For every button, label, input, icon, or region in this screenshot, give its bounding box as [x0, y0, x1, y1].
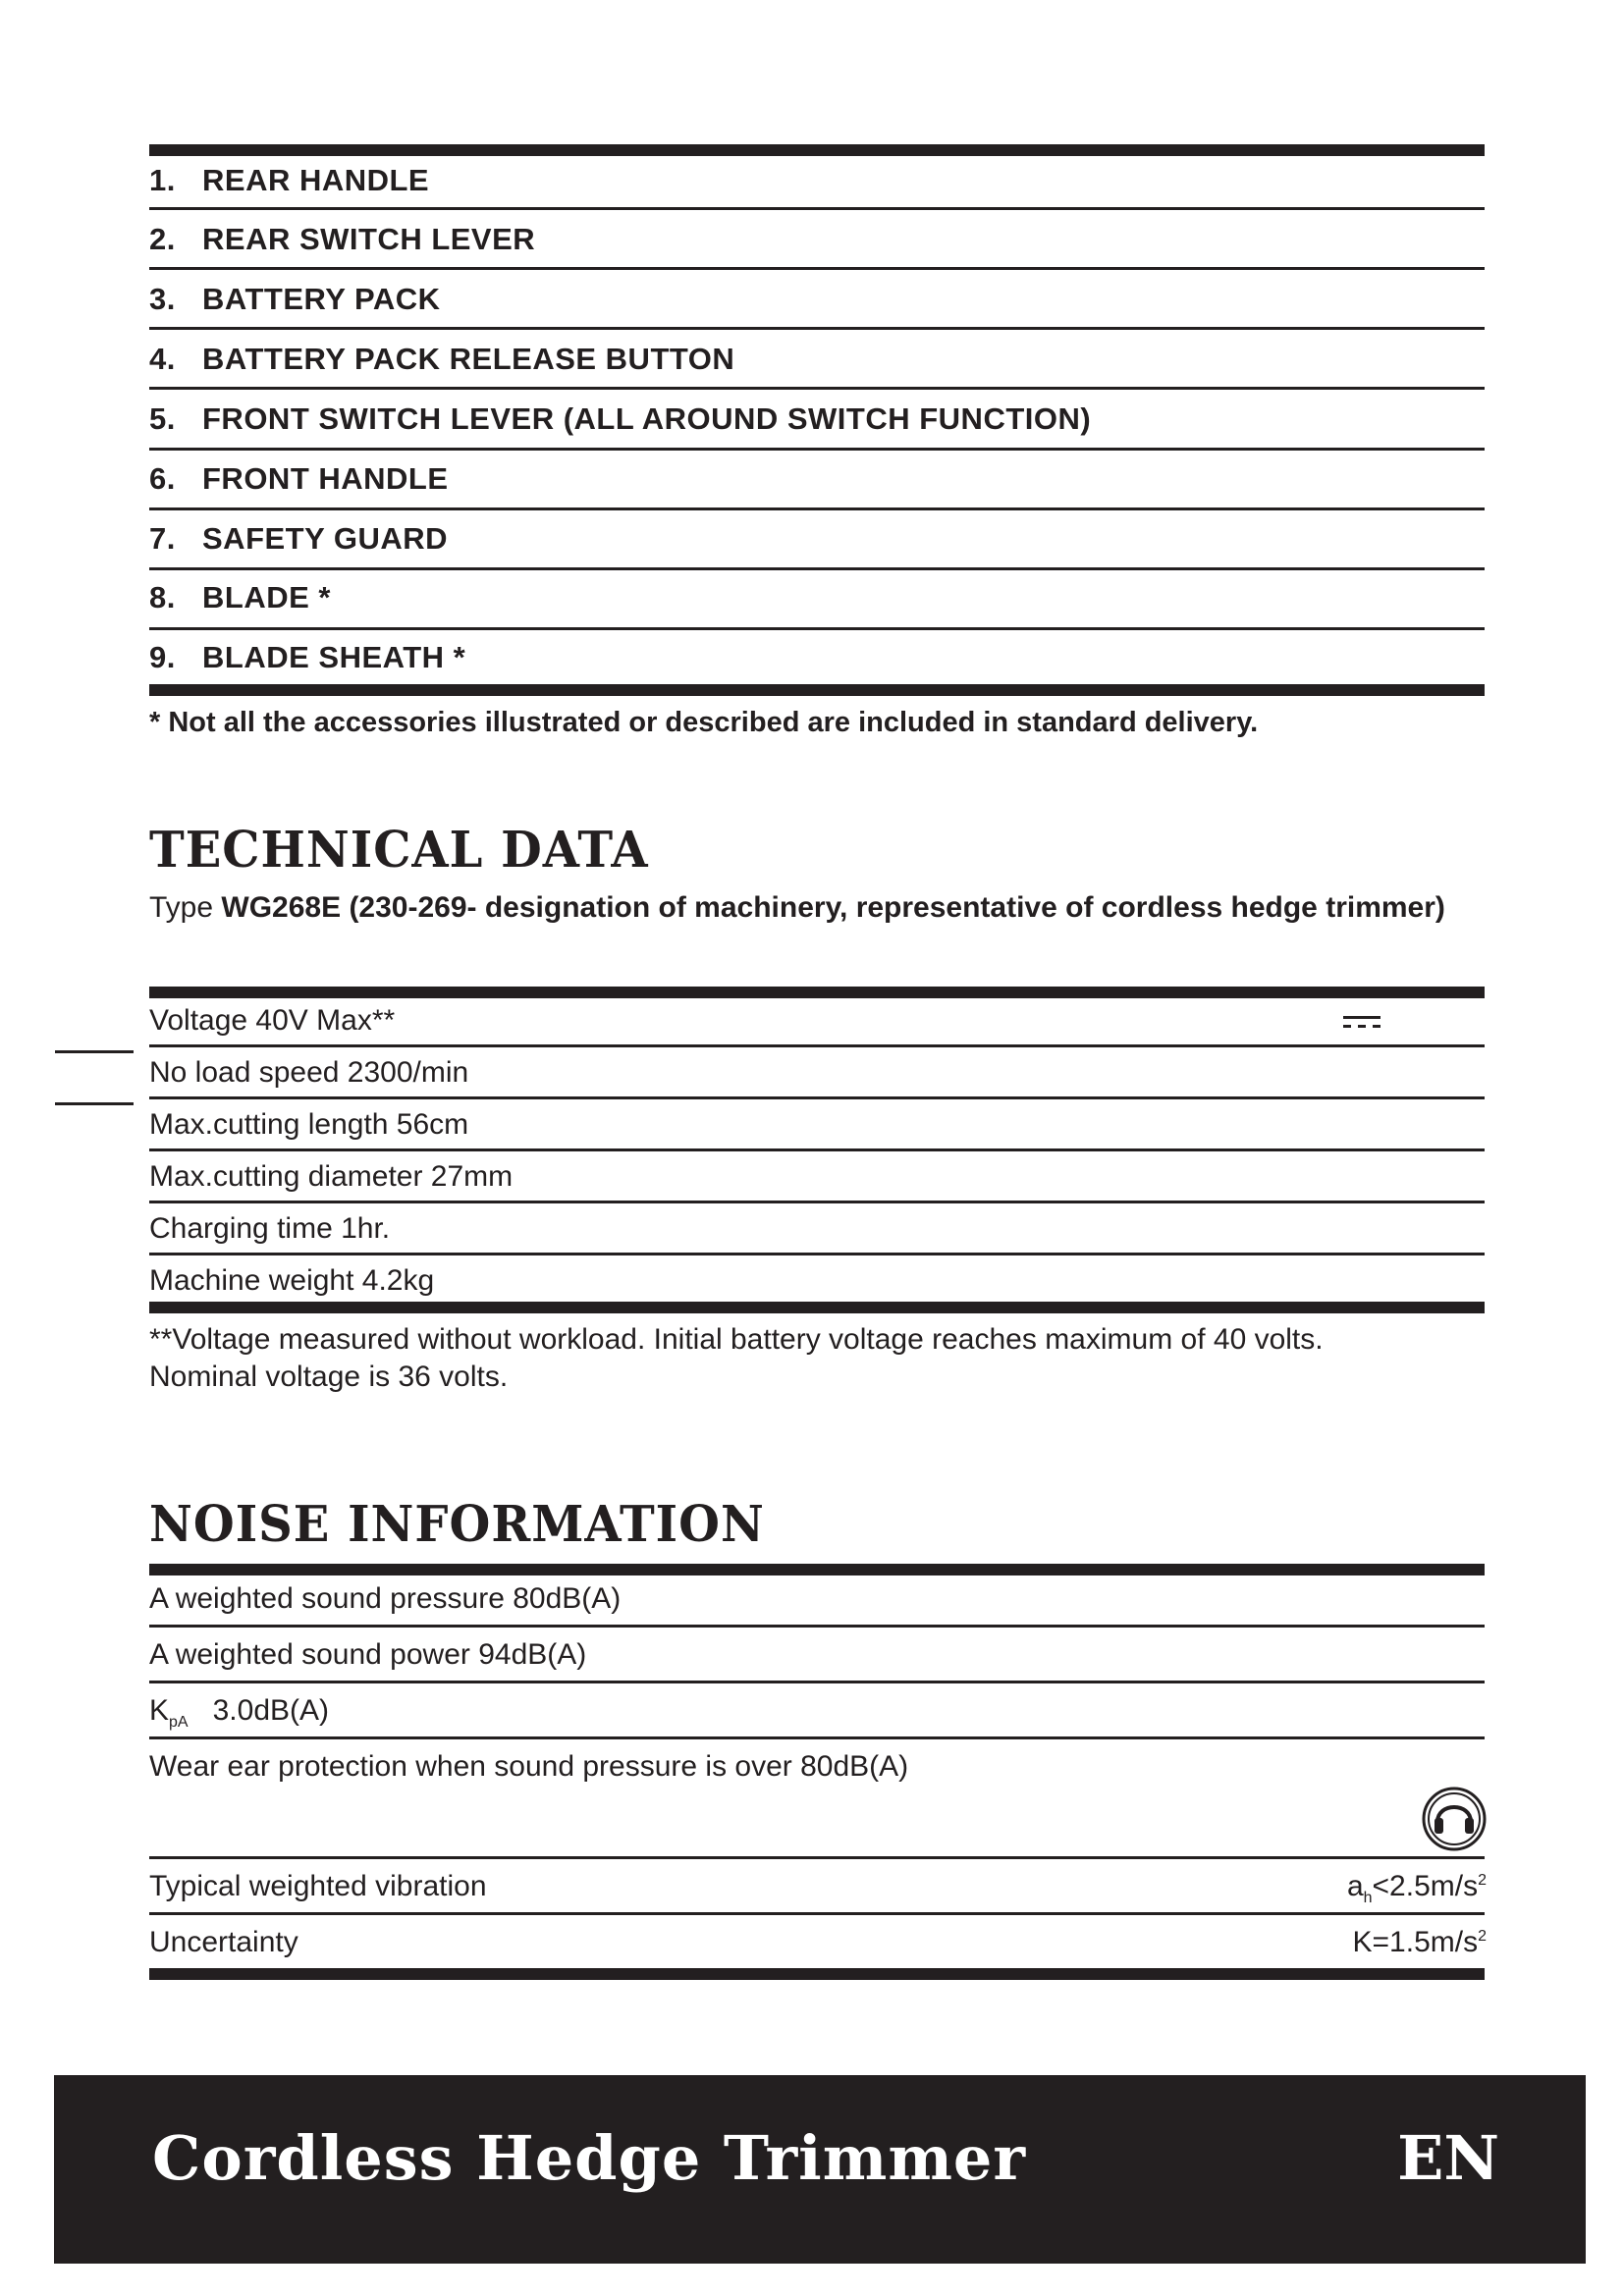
noise-top-rule: [149, 1564, 1485, 1575]
language-code: EN: [1397, 2122, 1499, 2194]
vibration-label: Typical weighted vibration: [149, 1870, 487, 1902]
noise-information-heading: NOISE INFORMATION: [149, 1495, 765, 1554]
noise-bottom-rule: [149, 1968, 1485, 1980]
part-item-7: 7. SAFETY GUARD: [149, 521, 449, 556]
part-item-4: 4. BATTERY PACK RELEASE BUTTON: [149, 342, 735, 376]
spec-voltage: Voltage 40V Max**: [149, 1004, 396, 1037]
part-item-3: 3. BATTERY PACK: [149, 282, 441, 316]
part-item-5: 5. FRONT SWITCH LEVER (ALL AROUND SWITCH FUNCTION): [149, 401, 1092, 436]
tech-bottom-rule: [149, 1302, 1485, 1313]
voltage-note: **Voltage measured without workload. Initial battery voltage reaches maximum of 40 volts. Nominal voltage is 36 volts.: [149, 1323, 1324, 1393]
divider: [149, 1148, 1485, 1151]
divider: [149, 1253, 1485, 1255]
margin-mark: [55, 1102, 134, 1105]
divider: [149, 1044, 1485, 1047]
footer-bar: [54, 2075, 1586, 2264]
ear-protection-icon: [1422, 1787, 1487, 1851]
footer-title: Cordless Hedge Trimmer: [152, 2122, 1027, 2194]
divider: [149, 1681, 1485, 1683]
spec-cutting-length: Max.cutting length 56cm: [149, 1108, 469, 1141]
spec-charging-time: Charging time 1hr.: [149, 1212, 391, 1245]
kpa-uncertainty: $K_{pA}$ 3.0dB(A): [149, 1694, 329, 1731]
part-item-6: 6. FRONT HANDLE: [149, 461, 449, 496]
sound-power: A weighted sound power 94dB(A): [149, 1638, 587, 1671]
parts-bottom-rule: [149, 684, 1485, 696]
divider: [149, 507, 1485, 510]
divider: [149, 627, 1485, 630]
top-rule: [149, 144, 1485, 156]
part-item-2: 2. REAR SWITCH LEVER: [149, 222, 536, 256]
divider: [149, 567, 1485, 570]
spec-machine-weight: Machine weight 4.2kg: [149, 1264, 435, 1297]
divider: [149, 1912, 1485, 1915]
divider: [149, 448, 1485, 451]
accessories-note: * Not all the accessories illustrated or described are included in standard delivery.: [149, 707, 1259, 738]
margin-mark: [55, 1050, 134, 1053]
uncertainty-label: Uncertainty: [149, 1926, 298, 1958]
divider: [149, 1201, 1485, 1203]
part-item-9: 9. BLADE SHEATH *: [149, 640, 466, 674]
technical-data-heading: TECHNICAL DATA: [149, 821, 649, 880]
divider: [149, 327, 1485, 330]
part-item-8: 8. BLADE *: [149, 580, 331, 614]
vibration-value: $a_h<2.5m/s^2$: [1346, 1870, 1487, 1906]
part-item-1: 1. REAR HANDLE: [149, 163, 430, 197]
type-line: Type WG268E (230-269- designation of machinery, representative of cordless hedge trimmer): [149, 891, 1445, 924]
divider: [149, 1625, 1485, 1628]
spec-no-load-speed: No load speed 2300/min: [149, 1056, 469, 1089]
divider: [149, 1096, 1485, 1099]
divider: [149, 387, 1485, 390]
sound-pressure: A weighted sound pressure 80dB(A): [149, 1582, 622, 1615]
divider: [149, 1736, 1485, 1739]
ear-protection-text: Wear ear protection when sound pressure is over 80dB(A): [149, 1750, 909, 1783]
uncertainty-value: $K=1.5m/s^2$: [1352, 1926, 1487, 1958]
divider: [149, 267, 1485, 270]
tech-top-rule: [149, 987, 1485, 998]
dc-voltage-icon: [1343, 1016, 1380, 1030]
divider: [149, 207, 1485, 210]
divider: [149, 1856, 1485, 1859]
spec-cutting-diameter: Max.cutting diameter 27mm: [149, 1160, 514, 1193]
